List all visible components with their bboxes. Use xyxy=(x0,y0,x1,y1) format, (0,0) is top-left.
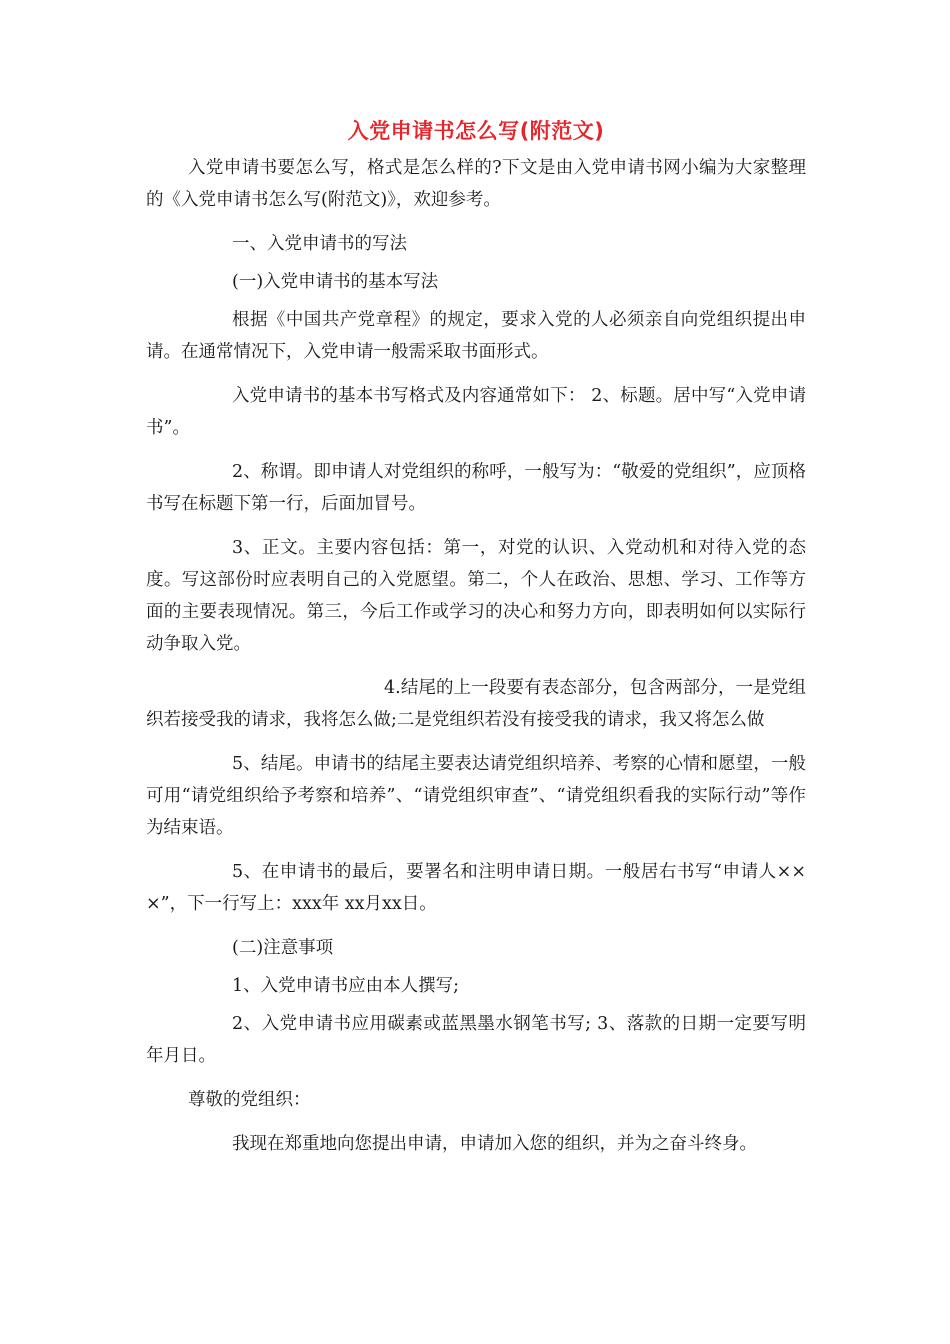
note-item: 2、入党申请书应用碳素或蓝黑墨水钢笔书写; 3、落款的日期一定要写明年月日。 xyxy=(146,1014,806,1066)
body-paragraph: 入党申请书的基本书写格式及内容通常如下： 2、标题。居中写“入党申请书”。 xyxy=(146,386,806,438)
salutation: 尊敬的党组织： xyxy=(188,1090,311,1110)
document-page xyxy=(146,116,806,1172)
subsection-heading-basic: (一)入党申请书的基本写法 xyxy=(232,272,439,292)
body-paragraph: 2、称谓。即申请人对党组织的称呼，一般写为：“敬爱的党组织”，应顶格书写在标题下第一行，后面加冒号。 xyxy=(146,462,806,514)
section-heading-1: 一、入党申请书的写法 xyxy=(232,234,407,254)
subsection-heading-notes: (二)注意事项 xyxy=(232,938,334,958)
body-paragraph: 4.结尾的上一段要有表态部分，包含两部分，一是党组织若接受我的请求，我将怎么做;二是党组织若没有接受我的请求，我又将怎么做 xyxy=(146,678,806,730)
body-paragraph: 5、结尾。申请书的结尾主要表达请党组织培养、考察的心情和愿望，一般可用“请党组织给予考察和培养”、“请党组织审查”、“请党组织看我的实际行动”等作为结束语。 xyxy=(146,754,806,838)
body-paragraph: 根据《中国共产党章程》的规定，要求入党的人必须亲自向党组织提出申请。在通常情况下，入党申请一般需采取书面形式。 xyxy=(146,310,806,362)
body-paragraph: 3、正文。主要内容包括：第一，对党的认识、入党动机和对待入党的态度。写这部份时应表明自己的入党愿望。第二，个人在政治、思想、学习、工作等方面的主要表现情况。第三，今后工作或学习的决心和努力方向，即表明如何以实际行动争取入党。 xyxy=(146,538,806,654)
body-paragraph: 5、在申请书的最后，要署名和注明申请日期。一般居右书写“申请人×××”，下一行写上：xxx年 xx月xx日。 xyxy=(146,862,806,914)
note-item: 1、入党申请书应由本人撰写; xyxy=(232,976,460,996)
body-paragraph: 我现在郑重地向您提出申请，申请加入您的组织，并为之奋斗终身。 xyxy=(232,1134,757,1154)
document-title: 入党申请书怎么写(附范文) xyxy=(347,119,605,143)
intro-paragraph: 入党申请书要怎么写，格式是怎么样的?下文是由入党申请书网小编为大家整理的《入党申请书怎么写(附范文)》，欢迎参考。 xyxy=(146,158,806,210)
